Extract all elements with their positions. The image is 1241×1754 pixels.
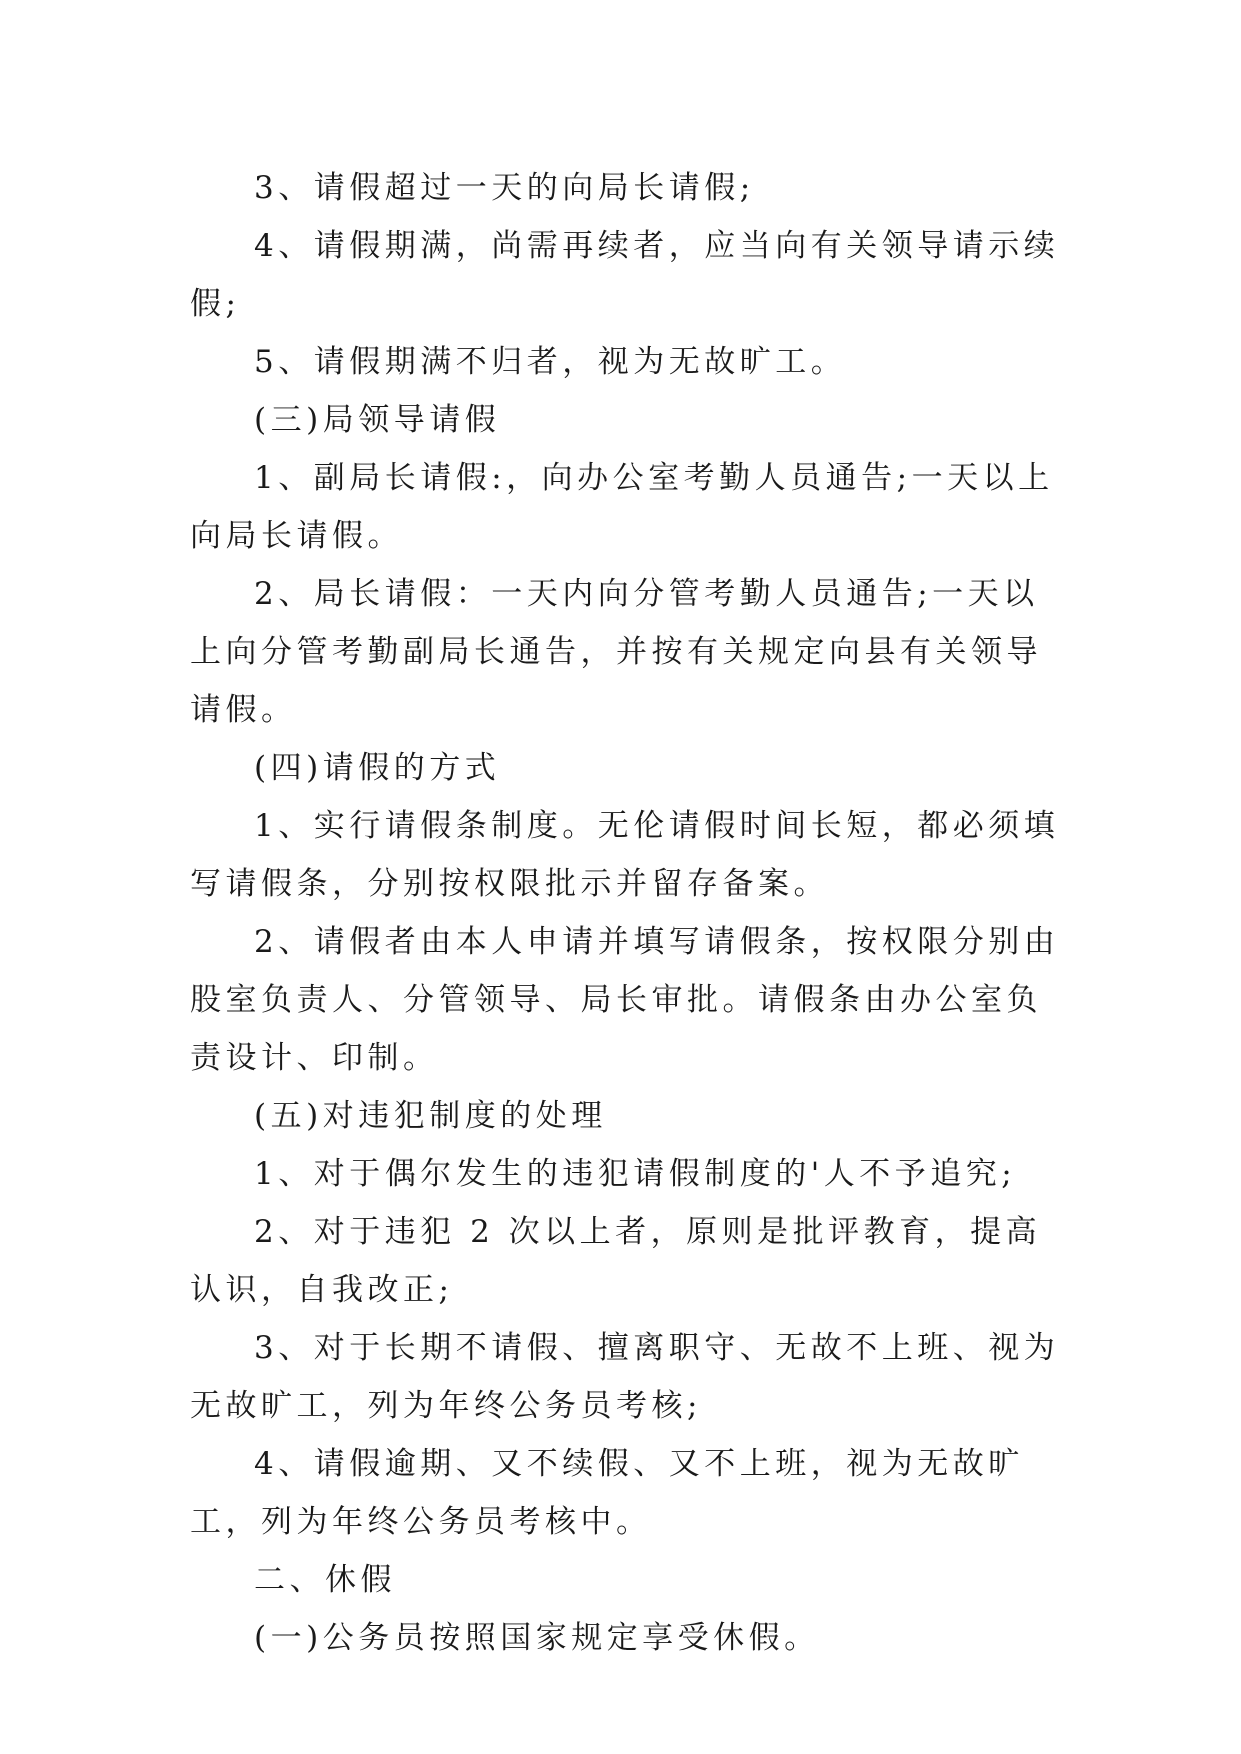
section-heading: 二、休假 — [254, 1562, 396, 1598]
paragraph: 5、请假期满不归者，视为无故旷工。 — [254, 344, 847, 380]
paragraph: 2、对于违犯 2 次以上者，原则是批评教育，提高认识，自我改正; — [190, 1214, 1042, 1308]
paragraph: 1、实行请假条制度。无伦请假时间长短，都必须填写请假条，分别按权限批示并留存备案。 — [190, 808, 1060, 902]
paragraph: 2、局长请假：一天内向分管考勤人员通告;一天以上向分管考勤副局长通告，并按有关规定向县有关领导请假。 — [190, 576, 1042, 728]
document-body — [190, 159, 1070, 1667]
paragraph: 4、请假期满，尚需再续者，应当向有关领导请示续假; — [190, 228, 1060, 322]
section-heading: (一)公务员按照国家规定享受休假。 — [254, 1620, 820, 1656]
section-heading: (四)请假的方式 — [254, 750, 501, 786]
section-heading: (五)对违犯制度的处理 — [254, 1098, 607, 1134]
paragraph: 3、请假超过一天的向局长请假; — [254, 170, 755, 206]
paragraph: 3、对于长期不请假、擅离职守、无故不上班、视为无故旷工，列为年终公务员考核; — [190, 1330, 1060, 1424]
paragraph: 1、副局长请假:，向办公室考勤人员通告;一天以上向局长请假。 — [190, 460, 1054, 554]
section-heading: (三)局领导请假 — [254, 402, 501, 438]
paragraph: 4、请假逾期、又不续假、又不上班，视为无故旷工，列为年终公务员考核中。 — [190, 1446, 1024, 1540]
paragraph: 2、请假者由本人申请并填写请假条，按权限分别由股室负责人、分管领导、局长审批。请假条由办公室负责设计、印制。 — [190, 924, 1060, 1076]
paragraph: 1、对于偶尔发生的违犯请假制度的'人不予追究; — [254, 1156, 1017, 1192]
